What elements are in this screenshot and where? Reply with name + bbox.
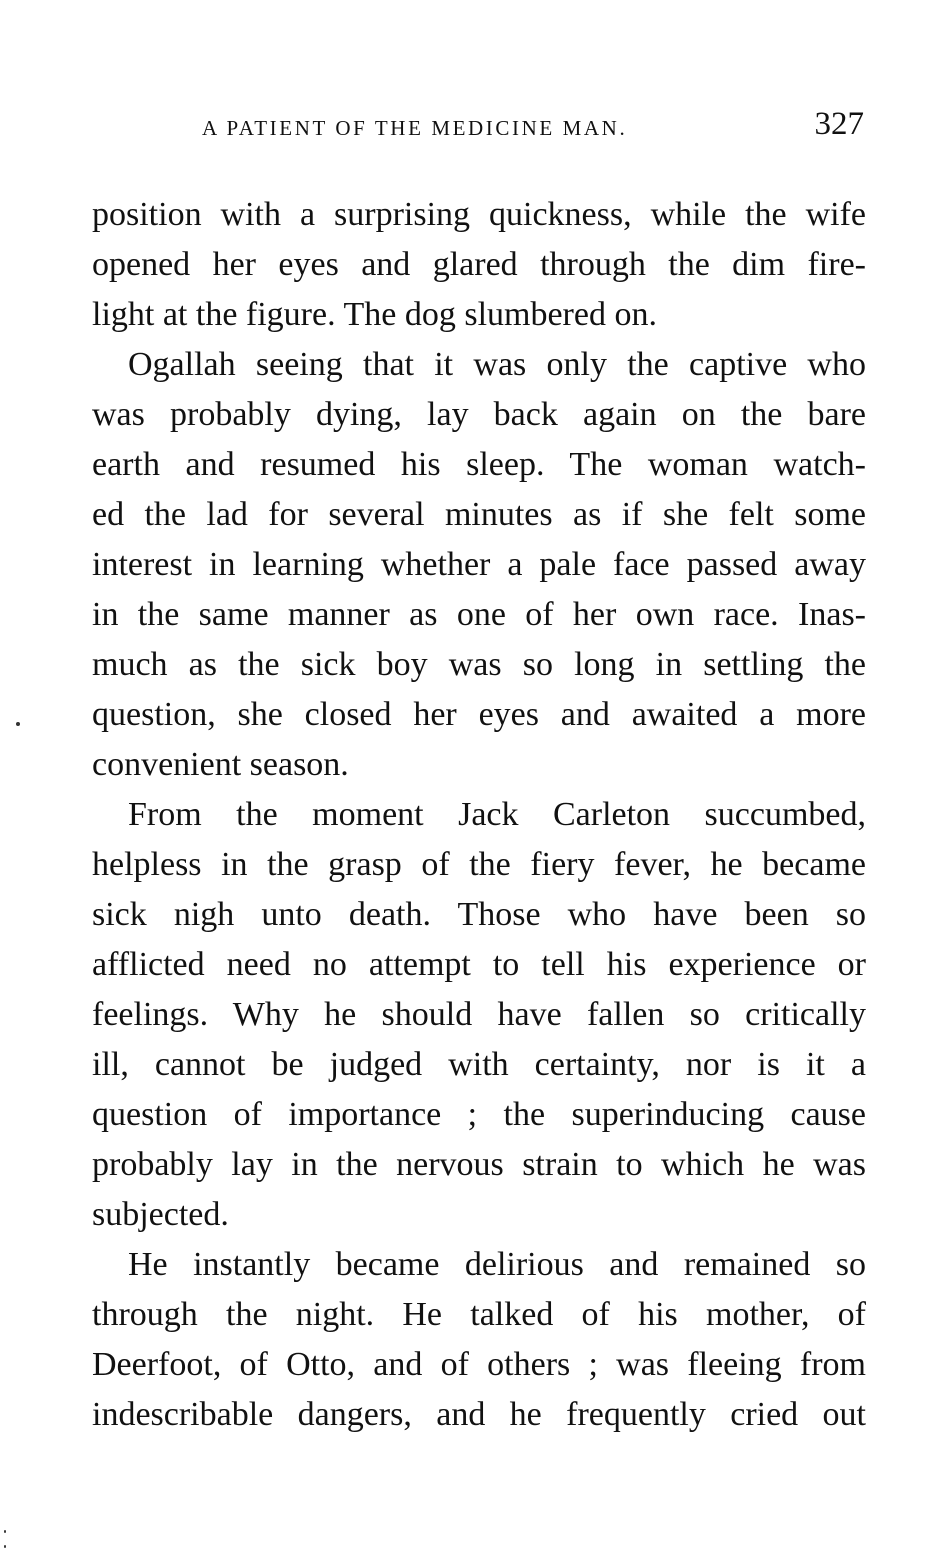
running-head [92, 106, 866, 150]
running-title: A PATIENT OF THE MEDICINE MAN. [202, 116, 628, 140]
text-line: position with a surprising quickness, while the wife [92, 196, 866, 233]
text-line: sick nigh unto death. Those who have been so [92, 896, 866, 933]
text-line: subjected. [92, 1196, 229, 1233]
text-line: question, she closed her eyes and awaited a more [92, 696, 866, 733]
text-line: probably lay in the nervous strain to which he was [92, 1146, 866, 1183]
text-line: afflicted need no attempt to tell his experience or [92, 946, 866, 983]
text-line: question of importance ; the superinducing cause [92, 1096, 866, 1133]
paragraph-first-line: From the moment Jack Carleton succumbed, [128, 796, 866, 833]
text-line: ed the lad for several minutes as if she felt some [92, 496, 866, 533]
text-line: in the same manner as one of her own race. Inas- [92, 596, 866, 633]
text-line: indescribable dangers, and he frequently cried out [92, 1396, 866, 1433]
paragraph-first-line: Ogallah seeing that it was only the captive who [128, 346, 866, 383]
text-line: helpless in the grasp of the fiery fever, he became [92, 846, 866, 883]
text-line: feelings. Why he should have fallen so critically [92, 996, 866, 1033]
text-line: light at the figure. The dog slumbered on. [92, 296, 657, 333]
text-line: opened her eyes and glared through the dim fire- [92, 246, 866, 283]
paragraph-first-line: He instantly became delirious and remained so [128, 1246, 866, 1283]
body-text [92, 190, 866, 1440]
text-line: earth and resumed his sleep. The woman watch- [92, 446, 866, 483]
margin-speck [16, 722, 20, 726]
text-line: ill, cannot be judged with certainty, nor is it a [92, 1046, 866, 1083]
margin-speck [4, 1530, 6, 1533]
text-line: convenient season. [92, 746, 349, 783]
text-line: much as the sick boy was so long in settling the [92, 646, 866, 683]
text-line: interest in learning whether a pale face passed away [92, 546, 866, 583]
text-line: Deerfoot, of Otto, and of others ; was fleeing from [92, 1346, 866, 1383]
text-line: was probably dying, lay back again on the bare [92, 396, 866, 433]
page-number: 327 [814, 106, 864, 142]
text-line: through the night. He talked of his mother, of [92, 1296, 866, 1333]
margin-speck [4, 1545, 6, 1548]
